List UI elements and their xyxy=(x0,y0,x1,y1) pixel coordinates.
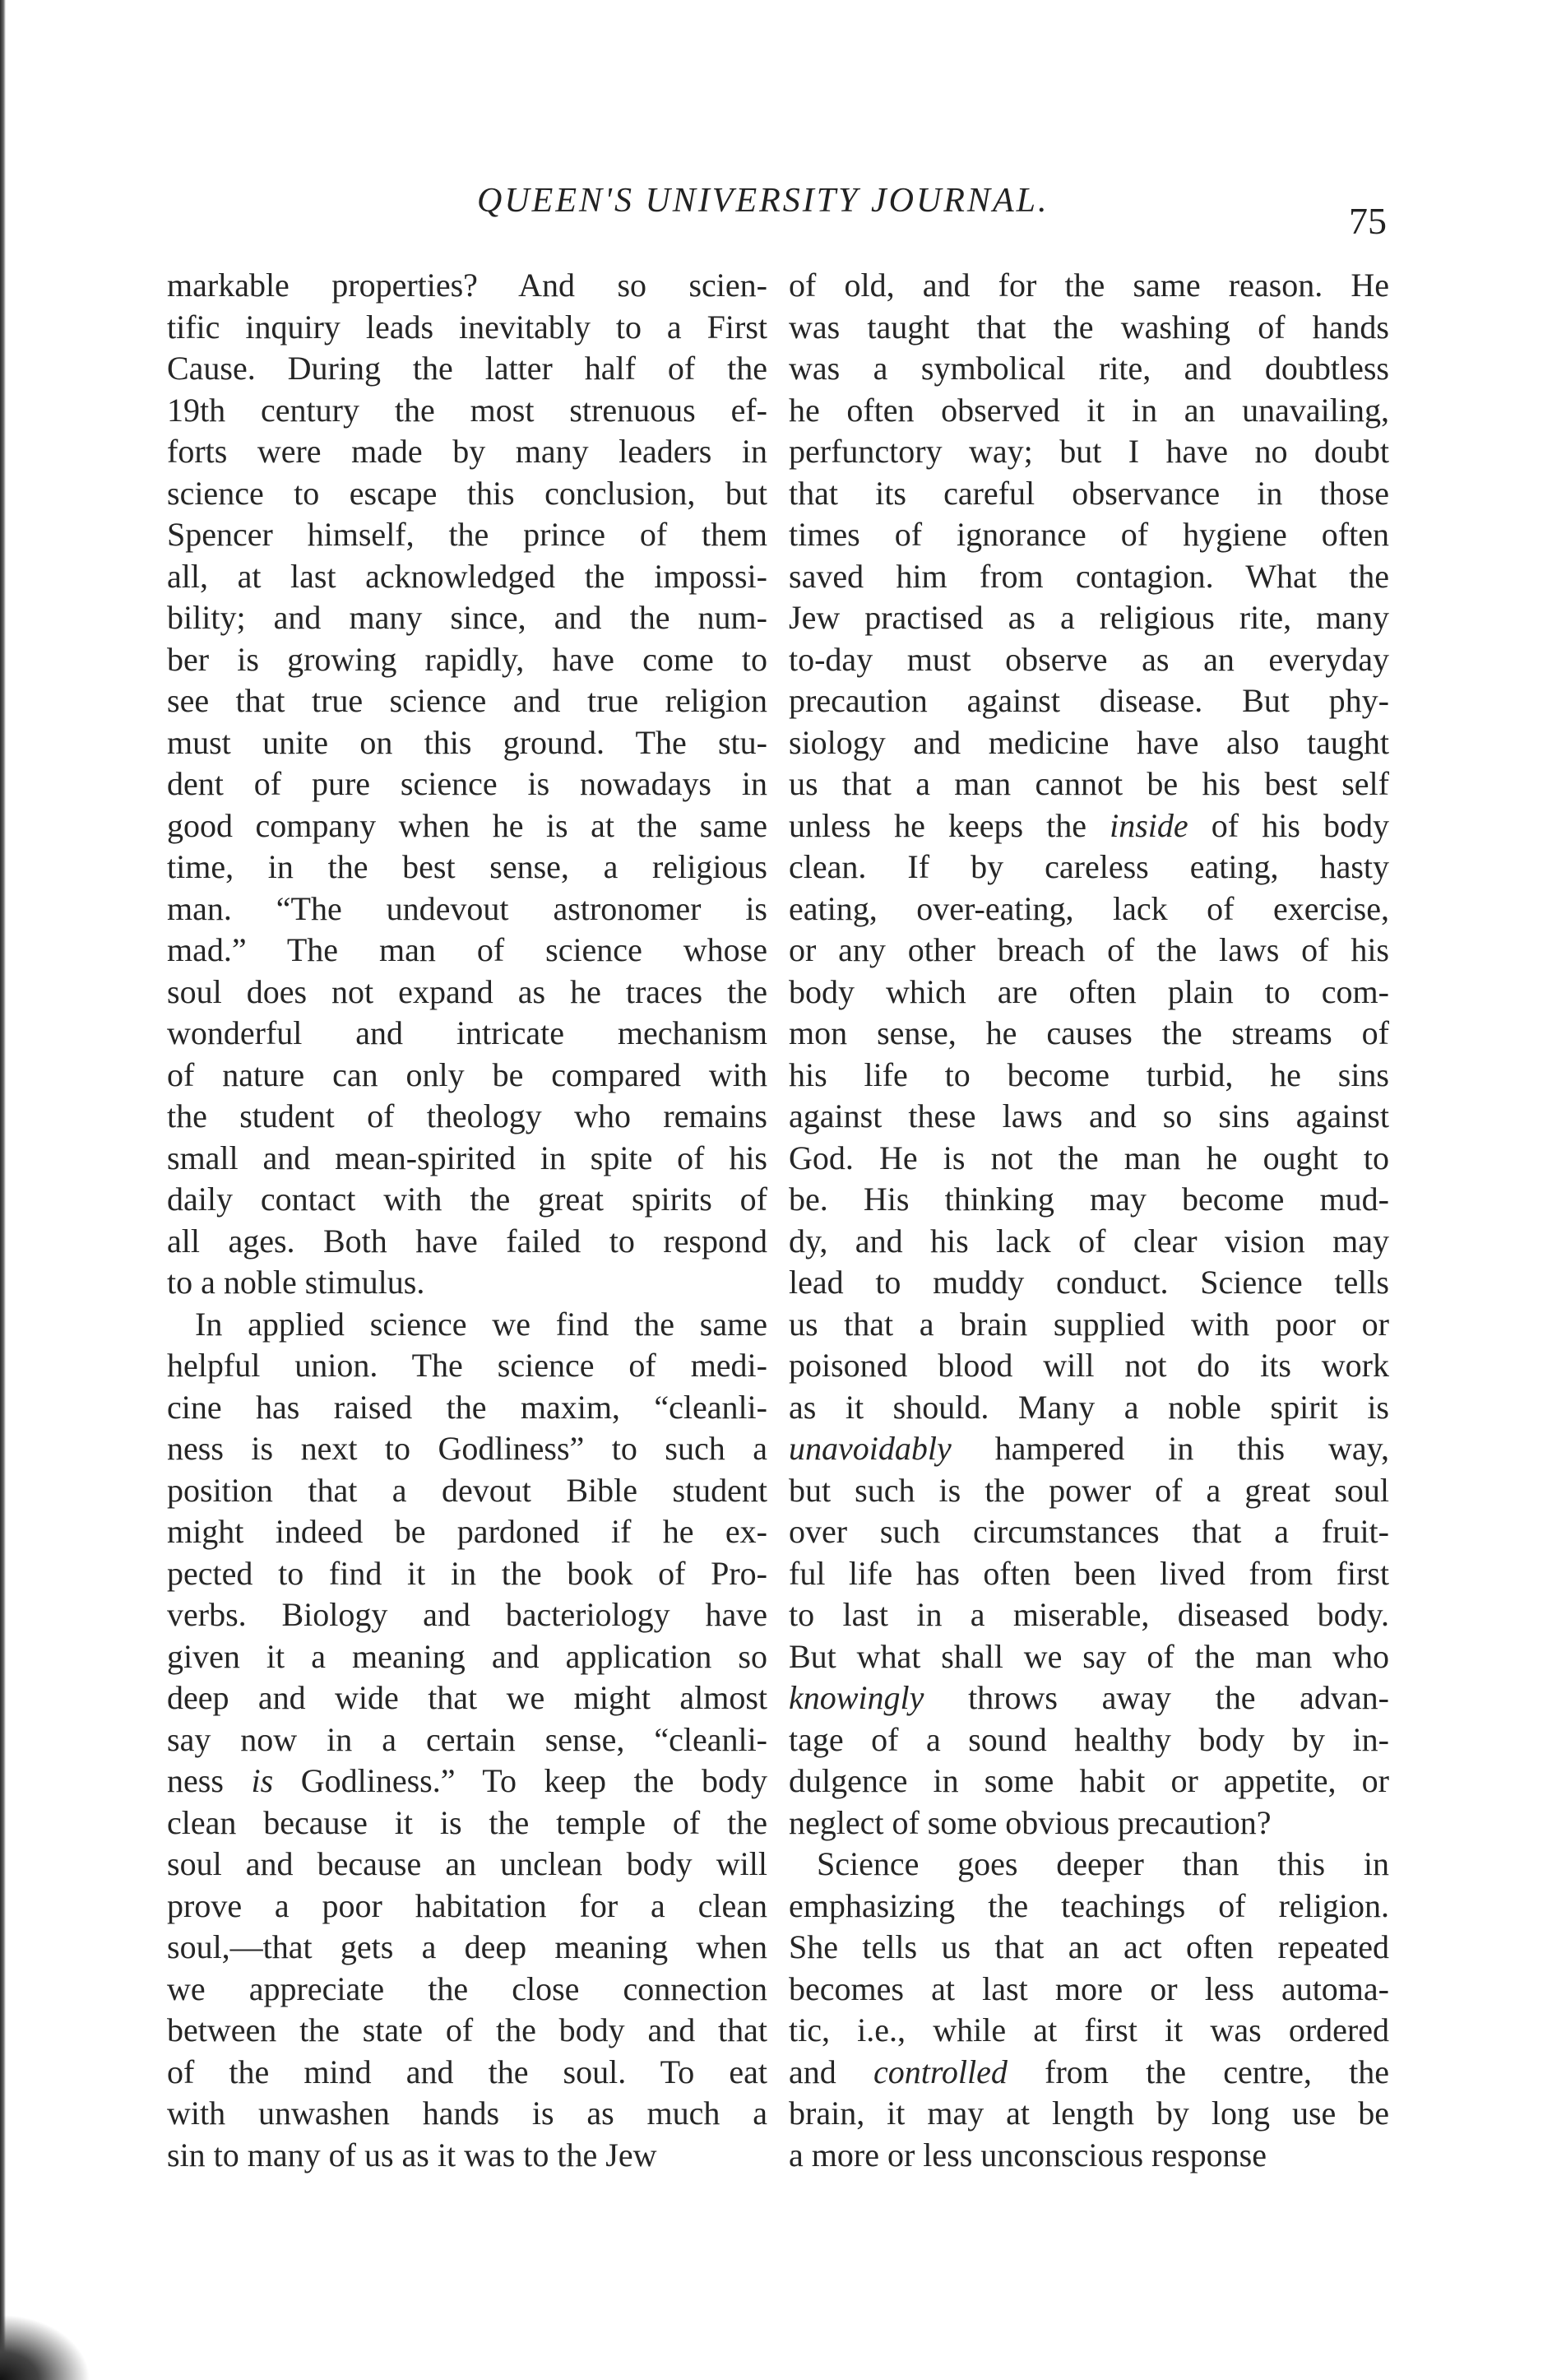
text-line: verbs. Biology and bacteriology have xyxy=(167,1596,767,1633)
text-line: pected to find it in the book of Pro- xyxy=(167,1554,767,1592)
text-line: of old, and for the same reason. He xyxy=(789,267,1389,304)
text-line: eating, over-eating, lack of exercise, xyxy=(789,889,1389,927)
text-line: wonderful and intricate mechanism xyxy=(167,1014,767,1051)
text-line: tage of a sound healthy body by in- xyxy=(789,1720,1389,1758)
text-line: man. “The undevout astronomer is xyxy=(167,889,767,927)
left-column xyxy=(167,265,767,2176)
text-line: science to escape this conclusion, but xyxy=(167,474,767,512)
text-line: ness is next to Godliness” to such a xyxy=(167,1430,767,1467)
text-line: as it should. Many a noble spirit is xyxy=(789,1388,1389,1426)
text-line: mad.” The man of science whose xyxy=(167,931,767,968)
text-line: small and mean-spirited in spite of his xyxy=(167,1139,767,1176)
text-line: dulgence in some habit or appetite, or xyxy=(789,1762,1389,1799)
text-line: and controlled from the centre, the xyxy=(789,2053,1389,2090)
text-line: but such is the power of a great soul xyxy=(789,1471,1389,1509)
text-line: tific inquiry leads inevitably to a First xyxy=(167,308,767,346)
text-line: over such circumstances that a fruit- xyxy=(789,1513,1389,1550)
text-line: poisoned blood will not do its work xyxy=(789,1347,1389,1384)
text-line: 19th century the most strenuous ef- xyxy=(167,391,767,429)
text-line: be. His thinking may become mud- xyxy=(789,1181,1389,1218)
text-line: soul and because an unclean body will xyxy=(167,1845,767,1882)
text-line: us that a brain supplied with poor or xyxy=(789,1305,1389,1343)
text-line: helpful union. The science of medi- xyxy=(167,1347,767,1384)
right-column xyxy=(789,265,1389,2176)
text-line: to a noble stimulus. xyxy=(167,1264,425,1301)
text-line: bility; and many since, and the num- xyxy=(167,599,767,636)
text-line: we appreciate the close connection xyxy=(167,1969,767,2007)
text-line: prove a poor habitation for a clean xyxy=(167,1886,767,1924)
text-line: Science goes deeper than this in xyxy=(817,1845,1389,1882)
text-line: cine has raised the maxim, “cleanli- xyxy=(167,1388,767,1426)
text-line: dy, and his lack of clear vision may xyxy=(789,1222,1389,1260)
running-title: QUEEN'S UNIVERSITY JOURNAL. xyxy=(477,182,1049,220)
text-line: clean because it is the temple of the xyxy=(167,1803,767,1841)
text-line: ful life has often been lived from first xyxy=(789,1554,1389,1592)
text-line: knowingly throws away the advan- xyxy=(789,1679,1389,1716)
text-line: his life to become turbid, he sins xyxy=(789,1055,1389,1093)
text-line: tic, i.e., while at first it was ordered xyxy=(789,2011,1389,2048)
page-number: 75 xyxy=(1349,200,1387,242)
text-line: daily contact with the great spirits of xyxy=(167,1181,767,1218)
text-line: all ages. Both have failed to respond xyxy=(167,1222,767,1260)
text-line: to last in a miserable, diseased body. xyxy=(789,1596,1389,1633)
text-line: of the mind and the soul. To eat xyxy=(167,2053,767,2090)
text-line: unavoidably hampered in this way, xyxy=(789,1430,1389,1467)
text-line: brain, it may at length by long use be xyxy=(789,2095,1389,2132)
text-line: times of ignorance of hygiene often xyxy=(789,516,1389,553)
text-line: a more or less unconscious response xyxy=(789,2136,1267,2174)
text-line: that its careful observance in those xyxy=(789,474,1389,512)
text-line: lead to muddy conduct. Science tells xyxy=(789,1264,1389,1301)
text-line: to-day must observe as an everyday xyxy=(789,640,1389,678)
text-line: between the state of the body and that xyxy=(167,2011,767,2048)
text-line: see that true science and true religion xyxy=(167,682,767,719)
text-line: neglect of some obvious precaution? xyxy=(789,1803,1272,1841)
text-line: say now in a certain sense, “cleanli- xyxy=(167,1720,767,1758)
text-line: saved him from contagion. What the xyxy=(789,557,1389,595)
text-line: all, at last acknowledged the impossi- xyxy=(167,557,767,595)
scan-edge-shadow xyxy=(0,0,6,2380)
text-line: sin to many of us as it was to the Jew xyxy=(167,2136,657,2174)
text-line: perfunctory way; but I have no doubt xyxy=(789,433,1389,470)
text-line: Spencer himself, the prince of them xyxy=(167,516,767,553)
text-line: siology and medicine have also taught xyxy=(789,723,1389,761)
text-line: mon sense, he causes the streams of xyxy=(789,1014,1389,1051)
text-line: ness is Godliness.” To keep the body xyxy=(167,1762,767,1799)
text-line: unless he keeps the inside of his body xyxy=(789,806,1389,844)
text-line: In applied science we find the same xyxy=(195,1305,767,1343)
text-line: precaution against disease. But phy- xyxy=(789,682,1389,719)
text-line: he often observed it in an unavailing, xyxy=(789,391,1389,429)
text-line: position that a devout Bible student xyxy=(167,1471,767,1509)
text-line: given it a meaning and application so xyxy=(167,1637,767,1675)
text-line: markable properties? And so scien- xyxy=(167,267,767,304)
text-line: us that a man cannot be his best self xyxy=(789,765,1389,802)
text-line: Jew practised as a religious rite, many xyxy=(789,599,1389,636)
text-line: God. He is not the man he ought to xyxy=(789,1139,1389,1176)
text-line: might indeed be pardoned if he ex- xyxy=(167,1513,767,1550)
text-line: dent of pure science is nowadays in xyxy=(167,765,767,802)
text-line: She tells us that an act often repeated xyxy=(789,1928,1389,1965)
text-line: of nature can only be compared with xyxy=(167,1055,767,1093)
text-line: against these laws and so sins against xyxy=(789,1097,1389,1134)
text-line: body which are often plain to com- xyxy=(789,972,1389,1010)
text-line: becomes at last more or less automa- xyxy=(789,1969,1389,2007)
text-line: But what shall we say of the man who xyxy=(789,1637,1389,1675)
text-line: soul,—that gets a deep meaning when xyxy=(167,1928,767,1965)
text-line: was a symbolical rite, and doubtless xyxy=(789,350,1389,387)
text-line: soul does not expand as he traces the xyxy=(167,972,767,1010)
text-line: or any other breach of the laws of his xyxy=(789,931,1389,968)
text-line: forts were made by many leaders in xyxy=(167,433,767,470)
text-line: clean. If by careless eating, hasty xyxy=(789,848,1389,885)
page-header xyxy=(0,181,1566,242)
text-line: must unite on this ground. The stu- xyxy=(167,723,767,761)
text-line: deep and wide that we might almost xyxy=(167,1679,767,1716)
text-line: Cause. During the latter half of the xyxy=(167,350,767,387)
text-line: was taught that the washing of hands xyxy=(789,308,1389,346)
text-line: emphasizing the teachings of religion. xyxy=(789,1886,1389,1924)
text-line: with unwashen hands is as much a xyxy=(167,2095,767,2132)
corner-smudge xyxy=(0,2314,90,2380)
text-line: the student of theology who remains xyxy=(167,1097,767,1134)
text-line: ber is growing rapidly, have come to xyxy=(167,640,767,678)
text-line: time, in the best sense, a religious xyxy=(167,848,767,885)
text-line: good company when he is at the same xyxy=(167,806,767,844)
